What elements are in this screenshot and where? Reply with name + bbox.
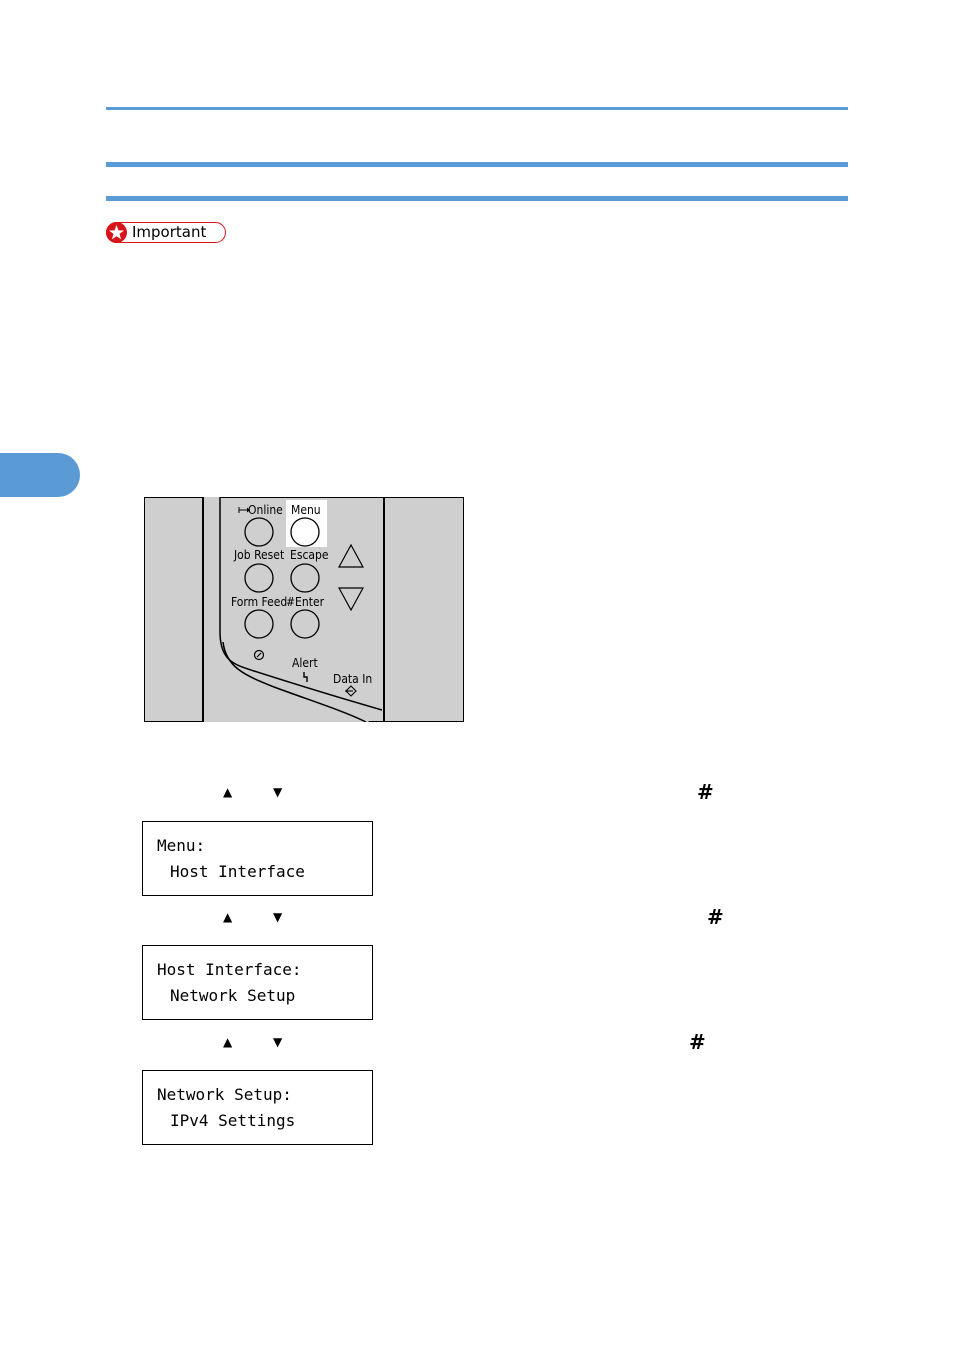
escape-button[interactable] [291,564,319,592]
job-reset-button[interactable] [245,564,273,592]
enter-hash-icon: # [707,905,724,929]
step-keys-2 [223,905,743,929]
star-icon [106,222,127,243]
lcd-line-2: Host Interface [170,862,305,881]
up-arrow-icon: ▲ [223,785,233,799]
chapter-tab [0,453,80,497]
menu-button[interactable] [291,518,319,546]
form-feed-button[interactable] [245,610,273,638]
form-feed-label: Form Feed [231,595,288,609]
lcd-screen-host-interface [142,945,373,1020]
lcd-line-1: Host Interface: [157,960,302,979]
lcd-line-1: Network Setup: [157,1085,292,1104]
enter-hash-icon: # [689,1030,706,1054]
down-arrow-icon: ▼ [273,910,283,924]
step-keys-1 [223,780,743,804]
header-rule-top [106,107,848,110]
lcd-screen-menu [142,821,373,896]
escape-label: Escape [290,548,329,562]
menu-label: Menu [291,503,321,517]
up-arrow-icon: ▲ [223,910,233,924]
up-arrow-icon: ▲ [223,1035,233,1049]
down-arrow-icon: ▼ [273,1035,283,1049]
important-badge [106,222,226,243]
section-rule-lower [106,196,848,201]
online-button[interactable] [245,518,273,546]
lcd-line-1: Menu: [157,836,206,855]
control-panel-illustration [144,497,464,722]
job-reset-label: Job Reset [234,548,285,562]
enter-hash-icon: # [697,780,714,804]
lcd-line-2: Network Setup [170,986,296,1005]
lcd-screen-network-setup [142,1070,373,1145]
data-in-label: Data In [333,672,373,686]
enter-label: #Enter [286,595,325,609]
alert-label: Alert [292,656,318,670]
section-rule-upper [106,162,848,167]
important-label: Important [132,223,207,241]
lcd-line-2: IPv4 Settings [170,1111,296,1130]
step-keys-3 [223,1030,743,1054]
enter-button[interactable] [291,610,319,638]
down-arrow-icon: ▼ [273,785,283,799]
online-label: Online [248,503,283,517]
